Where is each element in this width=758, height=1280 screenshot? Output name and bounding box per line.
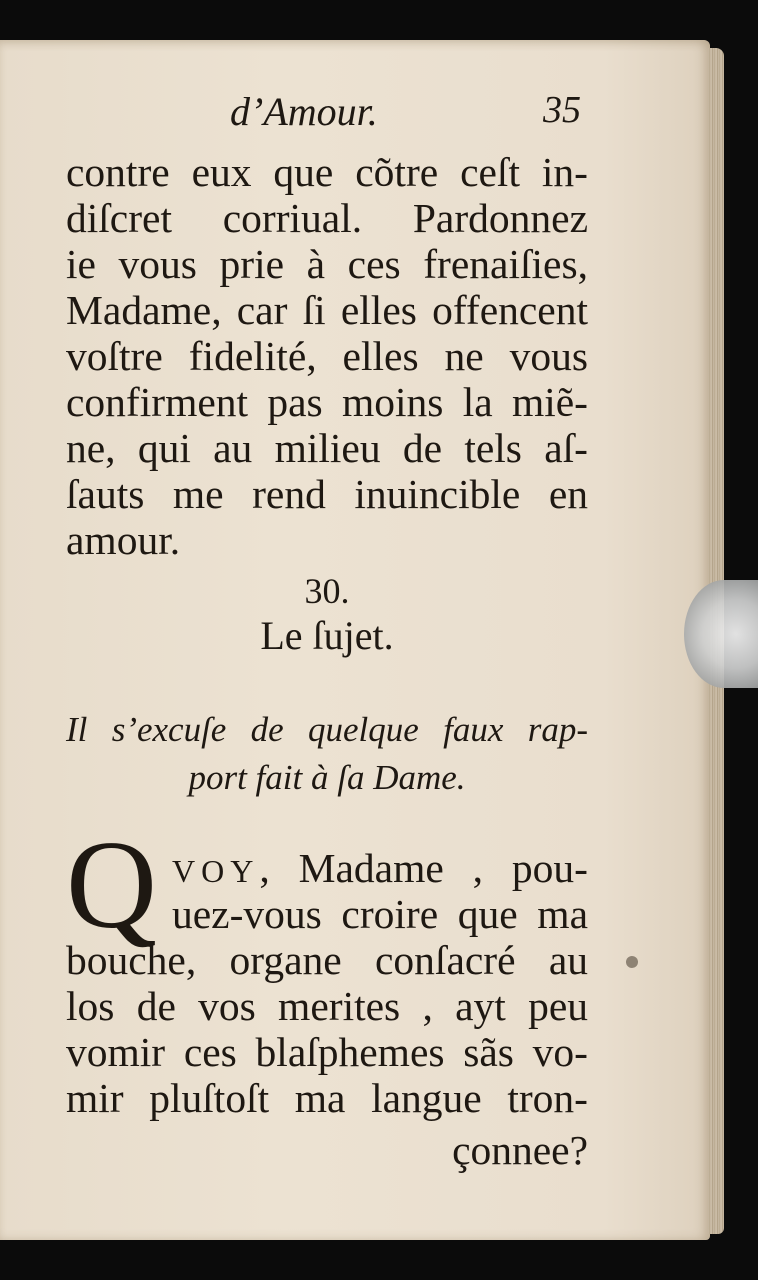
summary-line: Il s’excuſe de quelque faux rap- bbox=[66, 710, 588, 749]
page-clip bbox=[684, 580, 758, 688]
text-line: bouche, organe conſacré au bbox=[66, 937, 588, 983]
text-line: uez-vous croire que ma bbox=[172, 891, 588, 937]
text-line: Madame, car ſi elles offencent bbox=[66, 287, 588, 333]
running-title: d’Amour. bbox=[230, 89, 378, 134]
text-line bbox=[172, 846, 588, 893]
drop-cap: Q bbox=[66, 816, 157, 955]
text-line: diſcret corriual. Pardonnez bbox=[66, 195, 588, 241]
page-number: 35 bbox=[543, 89, 581, 131]
summary-line: port fait à ſa Dame. bbox=[188, 758, 466, 797]
section-number: 30. bbox=[304, 571, 350, 611]
text-line: ne, qui au milieu de tels aſ- bbox=[66, 425, 588, 471]
text-line: ſauts me rend inuincible en bbox=[66, 471, 588, 517]
text-line: ie vous prie à ces frenaiſies, bbox=[66, 241, 588, 287]
text-line: contre eux que cõtre ceſt in- bbox=[66, 149, 588, 195]
first-word: VOY bbox=[172, 853, 260, 889]
paper-blemish bbox=[626, 956, 638, 968]
line-rest: , Madame , pou- bbox=[259, 845, 588, 891]
text-line: amour. bbox=[66, 517, 181, 563]
section-title: Le ſujet. bbox=[260, 613, 394, 658]
text-line: confirment pas moins la miẽ- bbox=[66, 379, 588, 425]
text-line: voſtre fidelité, elles ne vous bbox=[66, 333, 588, 379]
text-line: mir pluſtoſt ma langue tron- bbox=[66, 1075, 588, 1121]
text-line: vomir ces blaſphemes sãs vo- bbox=[66, 1029, 588, 1075]
catchword: çonnee? bbox=[452, 1127, 588, 1173]
text-line: los de vos merites , ayt peu bbox=[66, 983, 588, 1029]
